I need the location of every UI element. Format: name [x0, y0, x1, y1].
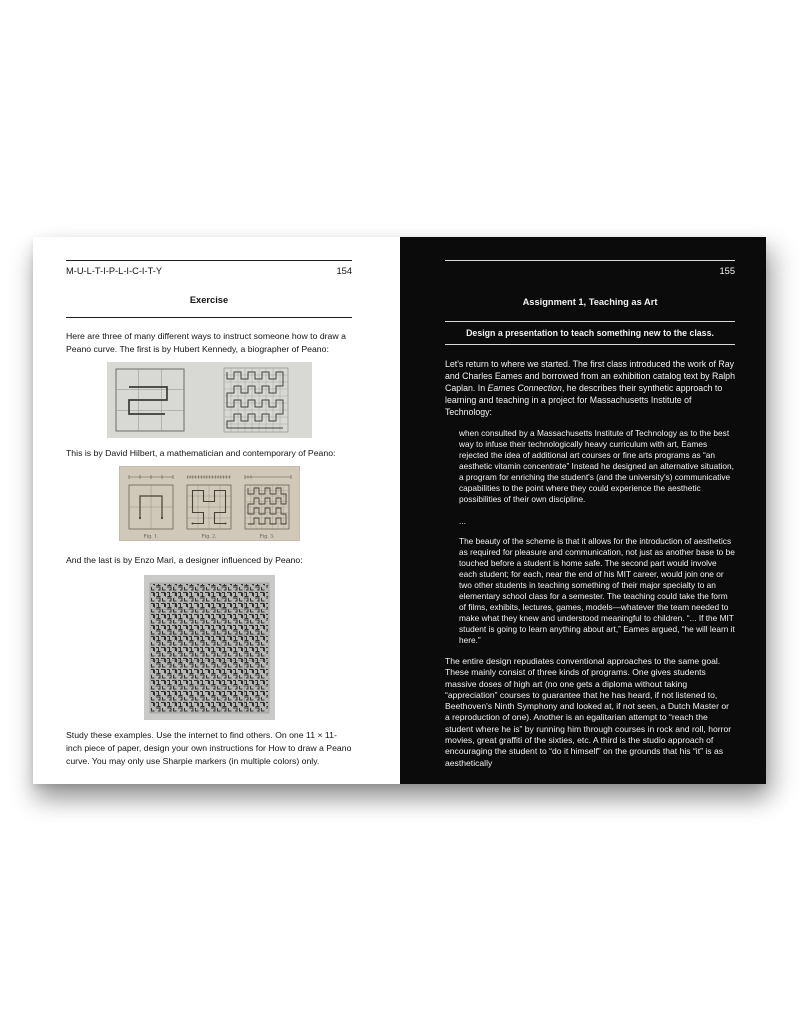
assignment-rule-bottom — [445, 344, 735, 345]
right-page-number: 155 — [719, 266, 735, 276]
assignment-title: Assignment 1, Teaching as Art — [522, 297, 658, 307]
kennedy-peano-figure — [66, 362, 352, 438]
hilbert-caption: This is by David Hilbert, a mathematician and contemporary of Peano: — [66, 448, 336, 458]
assignment-brief: Design a presentation to teach something new to the class. — [466, 328, 714, 338]
intro-paragraph: Here are three of many different ways to instruct someone how to draw a Peano curve. The first is by Hubert Kennedy, a biographer of Peano: — [66, 331, 346, 354]
intro-text-before: Let's return to where we started. The first class introduced the work of Ray and Charles Eames and borrowed from an exhibition catalog text by Ralph Caplan. In — [445, 359, 735, 393]
hilbert-fig1-label: Fig. 1. — [143, 534, 158, 540]
enzo-mari-peano-artwork-image — [144, 575, 275, 720]
hilbert-fig2-label: Fig. 2. — [201, 534, 216, 540]
closing-paragraph-right: The entire design repudiates conventional approaches to the same goal. These mainly consist of three kinds of programs. One gives students massive doses of high art (no one gets a diploma without taking “appreciation” courses to guarantee that he has heard, if not listened to, Beethoven's Ninth Symphony and looked at, if not seen, a Dutch Master or a reproduction of one). Another is an egalitarian attempt to “reach the student where he is” by running him through courses in rock and roll, horror movies, great graffiti of the sixties, etc. A third is the studio approach of encouraging the student to “do it himself” on the grounds that his “it” is as aesthetically — [445, 656, 732, 768]
kennedy-peano-diagram-image — [107, 362, 312, 438]
assignment-rule-top — [445, 321, 735, 322]
left-page — [33, 237, 400, 784]
intro-paragraph-right — [445, 358, 735, 418]
enzo-mari-peano-figure — [66, 575, 352, 720]
hilbert-curve-diagram-image — [119, 466, 300, 541]
intro-text-after: , he describes their synthetic approach to learning and teaching in a project for Massachusetts Institute of Technology: — [445, 383, 723, 417]
left-running-header-row — [66, 266, 352, 276]
mari-caption: And the last is by Enzo Mari, a designer influenced by Peano: — [66, 555, 303, 565]
left-top-rule — [66, 260, 352, 261]
left-section-rule — [66, 317, 352, 318]
right-top-rule — [445, 260, 735, 261]
right-page — [400, 237, 766, 784]
hilbert-fig3-label: Fig. 3. — [259, 534, 274, 540]
caplan-quote-2: The beauty of the scheme is that it allows for the introduction of aesthetics as required for pleasure and communication, not just as another base to be touched before a student is home safe. The second part would involve each student; for each, near the end of his MIT career, would join one or two other students in teaching something of their major specialty to an elementary school class for a semester. The teaching could take the form of films, exhibits, lectures, games, models—whatever the team needed to make what they knew and understood meaningful to children. “... If the MIT student is going to learn anything about art,” Eames argued, “he will learn it here.” — [459, 536, 735, 645]
hilbert-curve-figure — [66, 466, 352, 541]
running-header: M-U-L-T-I-P-L-I-C-I-T-Y — [66, 266, 163, 276]
caplan-quote-1: when consulted by a Massachusetts Institute of Technology as to the best way to infuse their technologically heavy curriculum with art, Eames rejected the idea of additional art courses or fine arts programs as “an aesthetic vitamin concentrate” Instead he designed an alternative situation, a program for enriching the student's (and the university's) communicative capabilities to the point where they could experience the aesthetic possibilities of their own discipline. — [459, 428, 734, 504]
book-spread — [33, 237, 766, 784]
quote-ellipsis: ... — [459, 516, 466, 526]
section-title: Exercise — [189, 295, 229, 305]
left-page-number: 154 — [336, 266, 352, 276]
closing-paragraph: Study these examples. Use the internet to find others. On one 11 × 11-inch piece of paper, design your own instructions for How to draw a Peano curve. You may only use Sharpie markers (in multiple colors) only. — [66, 730, 352, 766]
book-title-italic: Eames Connection — [487, 383, 562, 393]
